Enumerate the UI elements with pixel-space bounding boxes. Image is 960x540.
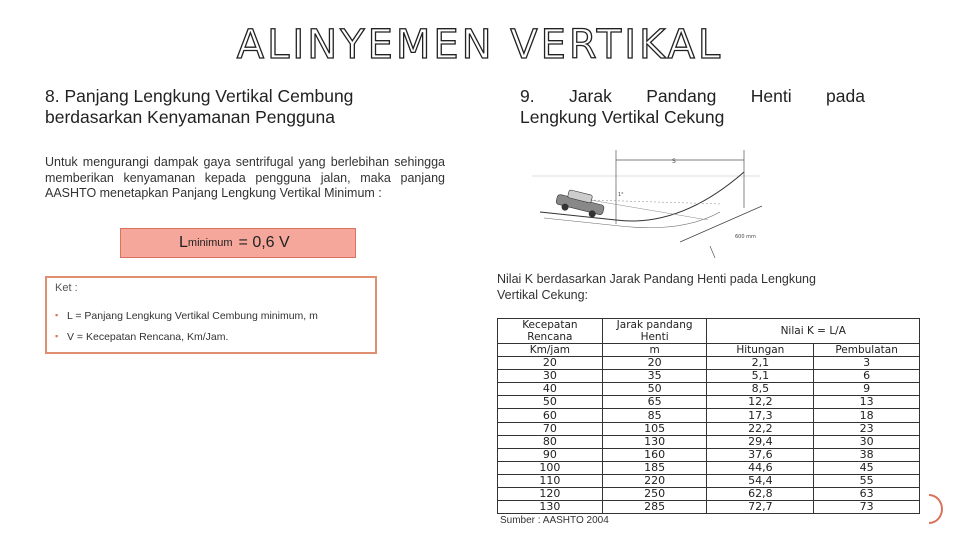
- table-cell: 160: [602, 448, 707, 461]
- header-cell: m: [602, 344, 707, 357]
- table-cell: 20: [498, 357, 603, 370]
- table-header-row: [498, 344, 920, 357]
- table-cell: 185: [602, 461, 707, 474]
- table-cell: 220: [602, 474, 707, 487]
- header-cell: Jarak pandang Henti: [602, 319, 707, 344]
- label-s: S: [672, 158, 676, 165]
- table-cell: 50: [498, 396, 603, 409]
- table-cell: 40: [498, 383, 603, 396]
- table-row: [498, 357, 920, 370]
- formula-box: [120, 228, 356, 258]
- table-cell: 250: [602, 488, 707, 501]
- header-cell: Hitungan: [707, 344, 814, 357]
- label-angle: 1°: [618, 192, 624, 198]
- table-cell: 23: [814, 422, 920, 435]
- table-cell: 90: [498, 448, 603, 461]
- table-cell: 44,6: [707, 461, 814, 474]
- left-paragraph: Untuk mengurangi dampak gaya sentrifugal yang berlebihan sehingga memberikan kenyamanan kepada pengguna jalan, maka panjang AASHTO menetapkan Panjang Lengkung Vertikal Minimum :: [45, 155, 445, 200]
- left-heading: [45, 86, 455, 128]
- table-cell: 6: [814, 370, 920, 383]
- ket-list: [55, 310, 367, 343]
- right-heading: [520, 86, 865, 128]
- table-cell: 55: [814, 474, 920, 487]
- label-height: 600 mm: [735, 234, 756, 240]
- table-row: [498, 435, 920, 448]
- table-cell: 100: [498, 461, 603, 474]
- table-cell: 17,3: [707, 409, 814, 422]
- sag-curve-diagram: [530, 146, 770, 258]
- table-cell: 62,8: [707, 488, 814, 501]
- table-cell: 29,4: [707, 435, 814, 448]
- page-title: ALINYEMEN VERTIKAL: [236, 22, 724, 68]
- right-heading-line2: Lengkung Vertikal Cekung: [520, 107, 725, 127]
- table-row: [498, 370, 920, 383]
- table-cell: 130: [498, 501, 603, 514]
- table-cell: 105: [602, 422, 707, 435]
- table-cell: 72,7: [707, 501, 814, 514]
- table-row: [498, 501, 920, 514]
- left-heading-line1: 8. Panjang Lengkung Vertikal Cembung: [45, 86, 354, 106]
- header-cell: Kecepatan Rencana: [498, 319, 603, 344]
- formula-subscript: minimum: [187, 237, 233, 249]
- formula-rhs: = 0,6 V: [238, 234, 290, 251]
- table-cell: 12,2: [707, 396, 814, 409]
- table-cell: 110: [498, 474, 603, 487]
- table-cell: 70: [498, 422, 603, 435]
- table-cell: 37,6: [707, 448, 814, 461]
- k-value-table: [497, 318, 920, 514]
- table-cell: 73: [814, 501, 920, 514]
- table-cell: 18: [814, 409, 920, 422]
- table-cell: 285: [602, 501, 707, 514]
- header-cell: Km/jam: [498, 344, 603, 357]
- table-header-row: [498, 319, 920, 344]
- table-cell: 60: [498, 409, 603, 422]
- ket-item: ▪ L = Panjang Lengkung Vertikal Cembung minimum, m: [55, 310, 367, 322]
- ket-label: Ket :: [55, 282, 78, 294]
- table-cell: 35: [602, 370, 707, 383]
- table-cell: 50: [602, 383, 707, 396]
- right-heading-line1: 9. Jarak Pandang Henti pada: [520, 86, 865, 106]
- table-cell: 54,4: [707, 474, 814, 487]
- table-row: [498, 474, 920, 487]
- table-cell: 5,1: [707, 370, 814, 383]
- formula-symbol: L: [179, 234, 188, 251]
- table-row: [498, 409, 920, 422]
- table-row: [498, 488, 920, 501]
- table-cell: 20: [602, 357, 707, 370]
- table-cell: 63: [814, 488, 920, 501]
- table-cell: 30: [814, 435, 920, 448]
- left-heading-line2: berdasarkan Kenyamanan Pengguna: [45, 107, 335, 127]
- table-cell: 2,1: [707, 357, 814, 370]
- table-cell: 85: [602, 409, 707, 422]
- table-cell: 45: [814, 461, 920, 474]
- table-row: [498, 396, 920, 409]
- table-row: [498, 383, 920, 396]
- table-row: [498, 422, 920, 435]
- pointer-line: [710, 246, 715, 258]
- ket-item: ▪ V = Kecepatan Rencana, Km/Jam.: [55, 331, 367, 343]
- source-note: Sumber : AASHTO 2004: [500, 515, 609, 526]
- table-cell: 3: [814, 357, 920, 370]
- table-cell: 80: [498, 435, 603, 448]
- header-cell: Nilai K = L/A: [707, 319, 920, 344]
- table-cell: 30: [498, 370, 603, 383]
- table-row: [498, 448, 920, 461]
- table-cell: 22,2: [707, 422, 814, 435]
- road-edge: [544, 212, 720, 228]
- table-cell: 130: [602, 435, 707, 448]
- table-cell: 9: [814, 383, 920, 396]
- table-cell: 120: [498, 488, 603, 501]
- ket-box: [45, 276, 377, 354]
- table-cell: 65: [602, 396, 707, 409]
- table-cell: 13: [814, 396, 920, 409]
- nilai-k-caption: Nilai K berdasarkan Jarak Pandang Henti pada Lengkung Vertikal Cekung:: [497, 272, 816, 302]
- header-cell: Pembulatan: [814, 344, 920, 357]
- table-cell: 8,5: [707, 383, 814, 396]
- table-cell: 38: [814, 448, 920, 461]
- table-row: [498, 461, 920, 474]
